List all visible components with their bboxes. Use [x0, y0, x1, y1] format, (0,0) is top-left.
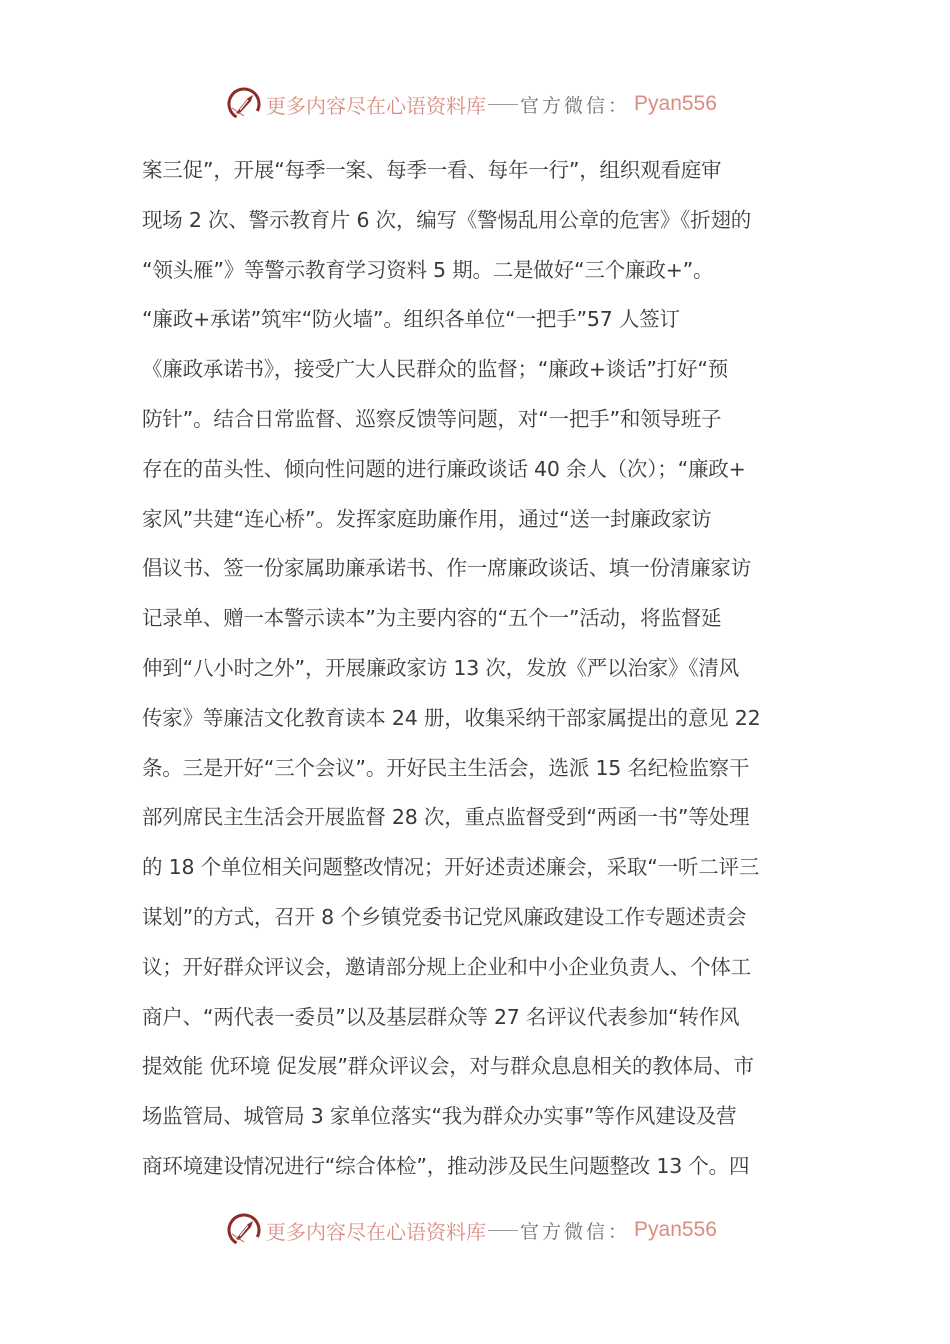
text-line: 案三促”，开展“每季一案、每季一看、每年一行”，组织观看庭审 — [142, 158, 722, 182]
text-line: 提效能 优环境 促发展”群众评议会，对与群众息息相关的教体局、市 — [142, 1054, 754, 1079]
text-line: 《廉政承诺书》，接受广大人民群众的监督；“廉政+谈话”打好“预 — [142, 357, 729, 382]
wechat-id: Pyan556 — [634, 1218, 717, 1241]
text-line: 伸到“八小时之外”，开展廉政家访 13 次，发放《严以治家》《清风 — [142, 655, 740, 680]
footer-watermark-banner — [226, 1210, 726, 1250]
text-line: 存在的苗头性、倾向性问题的进行廉政谈话 40 余人（次）；“廉政+ — [142, 456, 746, 481]
wechat-label: 官方微信： — [520, 94, 631, 117]
text-line: 场监管局、城管局 3 家单位落实“我为群众办实事”等作风建设及营 — [142, 1104, 737, 1129]
separator-dash — [488, 1230, 518, 1231]
text-line: 部列席民主生活会开展监督 28 次，重点监督受到“两函一书”等处理 — [142, 805, 750, 830]
text-line: “领头雁”》等警示教育学习资料 5 期。二是做好“三个廉政+”。 — [142, 257, 714, 282]
document-body — [142, 146, 810, 1192]
text-line: 的 18 个单位相关问题整改情况；开好述责述廉会，采取“一听二评三 — [142, 855, 760, 880]
text-line: 商户、“两代表一委员”以及基层群众等 27 名评议代表参加“转作风 — [142, 1004, 740, 1029]
wechat-id: Pyan556 — [634, 92, 717, 115]
wechat-label: 官方微信： — [520, 1220, 631, 1243]
text-line: 传家》等廉洁文化教育读本 24 册，收集采纳干部家属提出的意见 22 — [142, 705, 761, 730]
brand-text: 更多内容尽在心语资料库 — [266, 1219, 486, 1244]
quill-pen-logo-icon — [226, 1212, 262, 1248]
text-line: 商环境建设情况进行“综合体检”，推动涉及民生问题整改 13 个。四 — [142, 1153, 750, 1178]
quill-pen-logo-icon — [226, 86, 262, 122]
text-line: 家风”共建“连心桥”。发挥家庭助廉作用，通过“送一封廉政家访 — [142, 506, 712, 531]
text-line: 现场 2 次、警示教育片 6 次，编写《警惕乱用公章的危害》《折翅的 — [142, 207, 752, 232]
text-line: “廉政+承诺”筑牢“防火墙”。组织各单位“一把手”57 人签订 — [142, 307, 680, 332]
text-line: 记录单、赠一本警示读本”为主要内容的“五个一”活动，将监督延 — [142, 606, 722, 631]
text-line: 议；开好群众评议会，邀请部分规上企业和中小企业负责人、个体工 — [142, 954, 751, 979]
text-line: 倡议书、签一份家属助廉承诺书、作一席廉政谈话、填一份清廉家访 — [142, 556, 751, 581]
text-line: 防针”。结合日常监督、巡察反馈等问题，对“一把手”和领导班子 — [142, 406, 722, 431]
header-watermark-banner — [226, 84, 726, 124]
text-line: 条。三是开好“三个会议”。开好民主生活会，选派 15 名纪检监察干 — [142, 755, 750, 780]
text-line: 谋划”的方式，召开 8 个乡镇党委书记党风廉政建设工作专题述责会 — [142, 904, 747, 929]
brand-text: 更多内容尽在心语资料库 — [266, 93, 486, 118]
separator-dash — [488, 104, 518, 105]
